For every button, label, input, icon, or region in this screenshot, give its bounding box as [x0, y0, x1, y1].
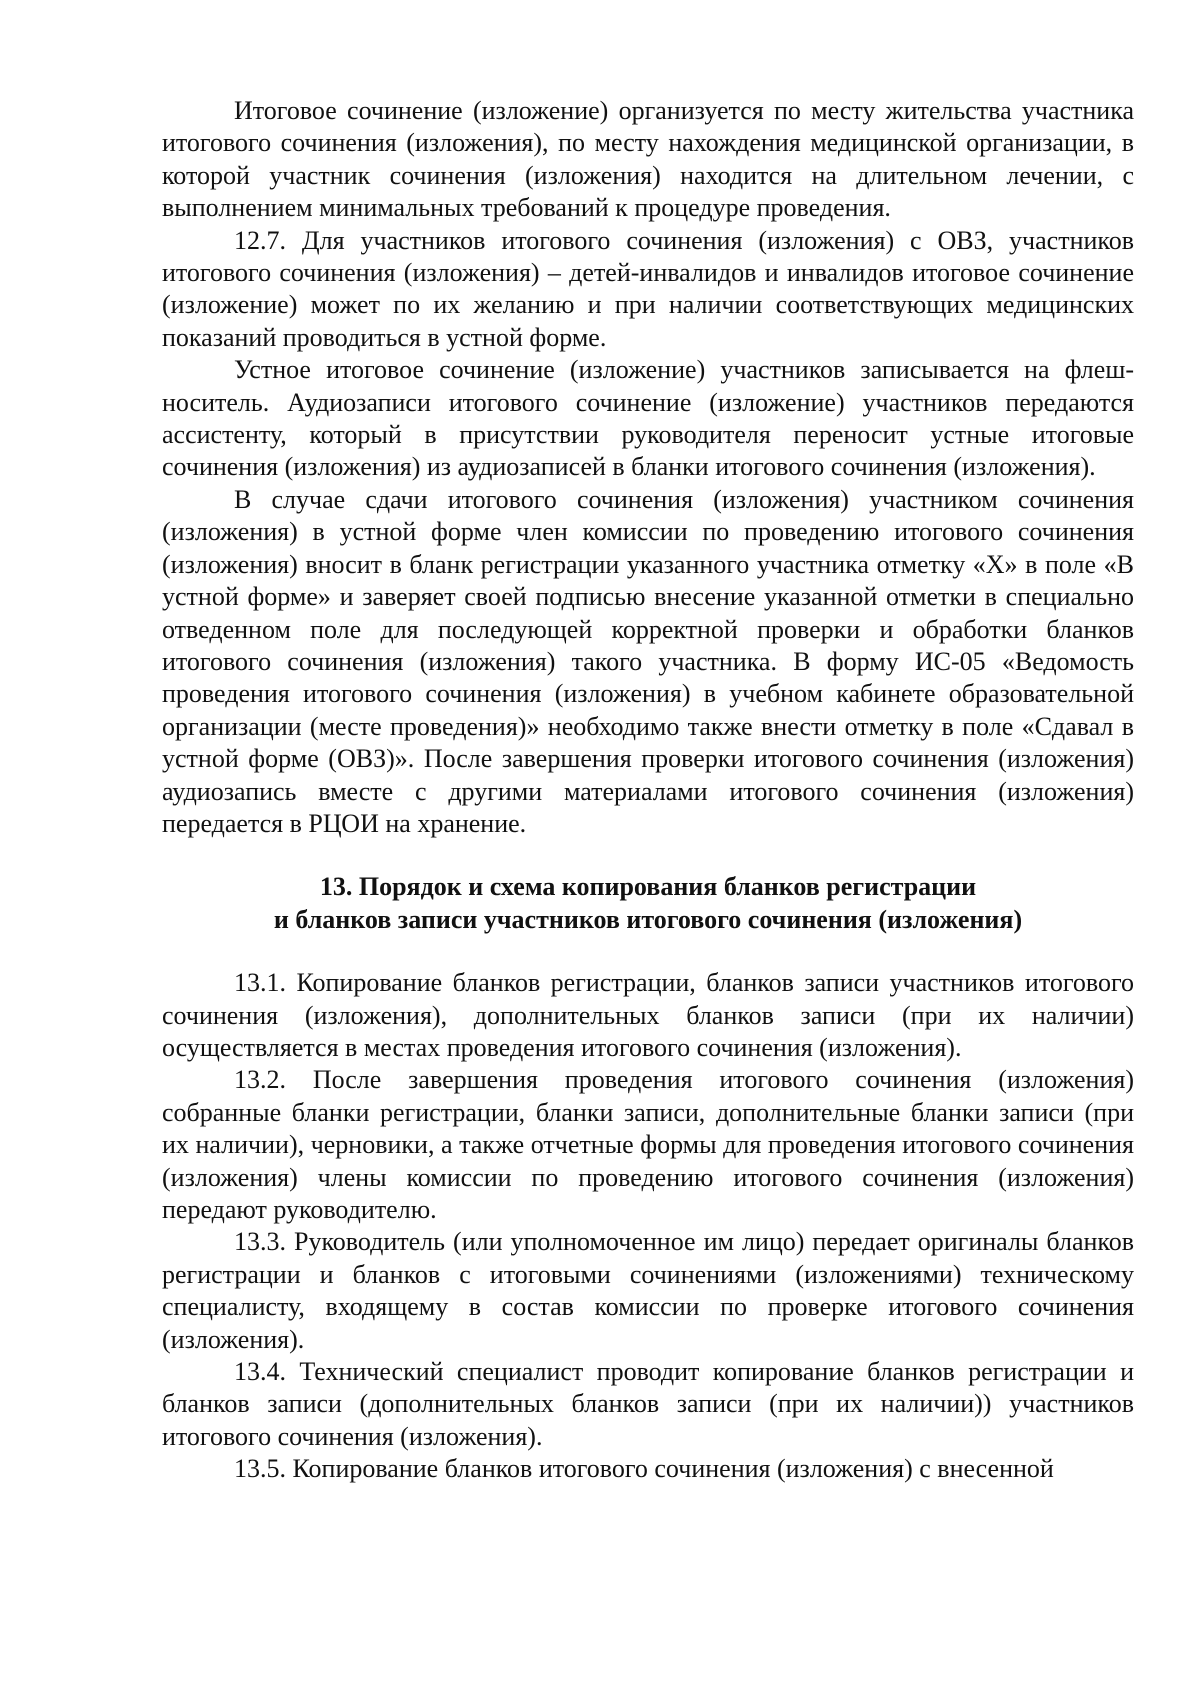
paragraph-oral-form-mark: В случае сдачи итогового сочинения (изложения) участником сочинения (изложения) в устной форме член комиссии по проведению итогового сочинения (изложения) вносит в бланк регистрации указанного участника отметку «Х» в поле «В устной форме» и заверяет своей подписью внесение указанной отметки в специально отведенном поле для последующей корректной проверки и обработки бланков итогового сочинения (изложения) такого участника. В форму ИС-05 «Ведомость проведения итогового сочинения (изложения) в учебном кабинете образовательной организации (месте проведения)» необходимо также внести отметку в поле «Сдавал в устной форме (ОВЗ)». После завершения проверки итогового сочинения (изложения) аудиозапись вместе с другими материалами итогового сочинения (изложения) передается в РЦОИ на хранение. — [162, 484, 1134, 838]
paragraph-13-2: 13.2. После завершения проведения итогового сочинения (изложения) собранные бланки регистрации, бланки записи, дополнительные бланки записи (при их наличии), черновики, а также отчетные формы для проведения итогового сочинения (изложения) члены комиссии по проведению итогового сочинения (изложения) передают руководителю. — [162, 1065, 1134, 1224]
paragraph-13-5: 13.5. Копирование бланков итогового сочинения (изложения) с внесенной — [234, 1454, 1054, 1484]
paragraph-oral-recording: Устное итоговое сочинение (изложение) участников записывается на флеш-носитель. Аудиозаписи итогового сочинение (изложение) участников передаются ассистенту, который в присутствии руководителя переносит устные итоговые сочинения (изложения) из аудиозаписей в бланки итогового сочинения (изложения). — [162, 355, 1134, 482]
section-13-heading — [162, 871, 1134, 936]
paragraph-13-4: 13.4. Технический специалист проводит копирование бланков регистрации и бланков записи (дополнительных бланков записи (при их наличии)) участников итогового сочинения (изложения). — [162, 1357, 1134, 1451]
paragraph-13-1: 13.1. Копирование бланков регистрации, бланков записи участников итогового сочинения (изложения), дополнительных бланков записи (при их наличии) осуществляется в местах проведения итогового сочинения (изложения). — [162, 968, 1134, 1062]
paragraph-location: Итоговое сочинение (изложение) организуется по месту жительства участника итогового сочинения (изложения), по месту нахождения медицинской организации, в которой участник сочинения (изложения) находится на длительном лечении, с выполнением минимальных требований к процедуре проведения. — [162, 96, 1134, 223]
section-13-heading-line-1: 13. Порядок и схема копирования бланков регистрации — [319, 872, 977, 902]
section-13-heading-line-2: и бланков записи участников итогового сочинения (изложения) — [273, 904, 1023, 934]
document-body — [162, 95, 1134, 1486]
paragraph-13-3: 13.3. Руководитель (или уполномоченное им лицо) передает оригиналы бланков регистрации и бланков с итоговыми сочинениями (изложениями) техническому специалисту, входящему в состав комиссии по проверке итогового сочинения (изложения). — [162, 1227, 1134, 1354]
paragraph-12-7: 12.7. Для участников итогового сочинения (изложения) с ОВЗ, участников итогового сочинения (изложения) – детей-инвалидов и инвалидов итоговое сочинение (изложение) может по их желанию и при наличии соответствующих медицинских показаний проводиться в устной форме. — [162, 225, 1134, 352]
